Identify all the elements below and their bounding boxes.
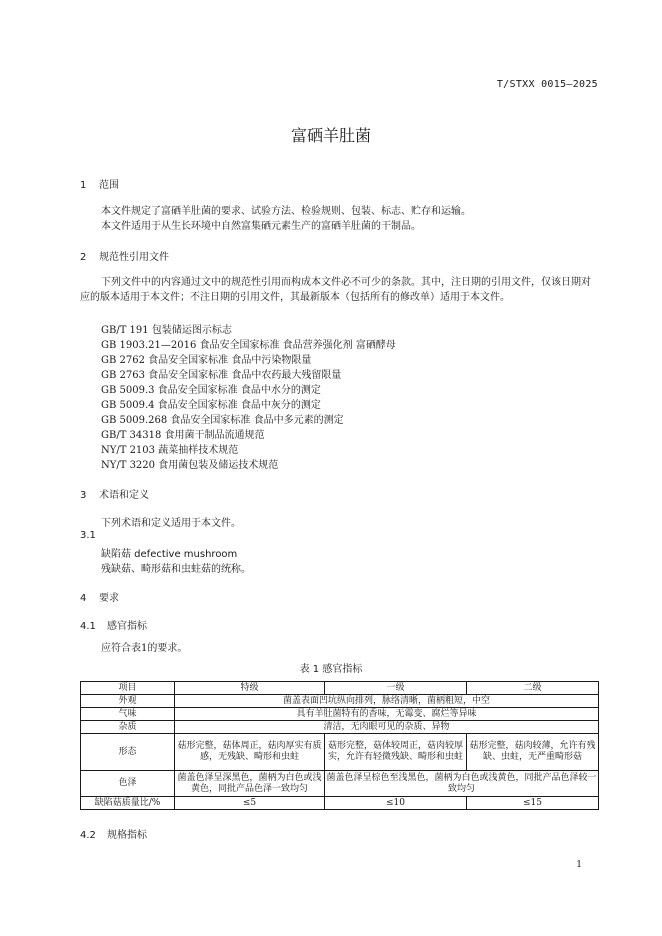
table-cell: 菌盖色泽呈深黑色，菌柄为白色或浅黄色，同批产品色泽一致均匀 — [175, 771, 325, 797]
table-cell: 菇形完整，菇体较周正，菇肉较厚实，允许有轻微残缺、畸形和虫蛀 — [325, 734, 467, 771]
section-4-heading — [80, 589, 119, 604]
section-4-title: 要求 — [99, 593, 119, 604]
table-cell: 菌盖表面凹坑纵向排列，脉络清晰，菌柄粗短，中空 — [175, 695, 599, 708]
table-cell: 清洁，无肉眼可见的杂质、异物 — [175, 721, 599, 734]
table-item-cell: 色泽 — [81, 771, 175, 797]
page-number: 1 — [576, 860, 582, 870]
table-row — [81, 797, 599, 810]
reference-item: GB/T 191 包装储运图示标志 — [101, 325, 232, 336]
references-intro-paragraph: 下列文件中的内容通过文中的规范性引用而构成本文件必不可少的条款。其中，注日期的引用文件，仅该日期对应的版本适用于本文件；不注日期的引用文件，其最新版本（包括所有的修改单）适用于本文件。 — [80, 277, 591, 303]
table-header-row — [81, 682, 599, 695]
table-row — [81, 771, 599, 797]
table-row — [81, 708, 599, 721]
subsection-4-2-heading — [80, 826, 147, 841]
term-definition: 残缺菇、畸形菇和虫蛀菇的统称。 — [101, 564, 251, 575]
table-cell: 菇形完整，菇肉较薄，允许有残缺、虫蛀，无严重畸形菇 — [467, 734, 599, 771]
table-caption: 表 1 感官指标 — [299, 664, 363, 675]
reference-item: GB 5009.4 食品安全国家标准 食品中灰分的测定 — [101, 400, 321, 411]
section-3-number: 3 — [80, 490, 87, 501]
term-name: 缺陷菇 defective mushroom — [101, 549, 238, 560]
table-cell: 菌盖色泽呈棕色至浅黑色，菌柄为白色或浅黄色，同批产品色泽较一致均匀 — [325, 771, 599, 797]
reference-item: GB 1903.21—2016 食品安全国家标准 食品营养强化剂 富硒酵母 — [101, 340, 396, 351]
table-header-cell: 特级 — [175, 682, 325, 695]
section-3-title: 术语和定义 — [99, 490, 149, 501]
table-row — [81, 721, 599, 734]
subsection-4-1-title: 感官指标 — [107, 621, 147, 632]
subsection-4-1-heading — [80, 617, 147, 632]
table-cell: 菇形完整，菇体周正，菇肉厚实有质感，无残缺、畸形和虫蛀 — [175, 734, 325, 771]
reference-item: NY/T 2103 蔬菜抽样技术规范 — [101, 445, 239, 456]
term-number: 3.1 — [80, 530, 96, 541]
sensory-index-table — [80, 681, 599, 810]
table-header-cell: 一级 — [325, 682, 467, 695]
table-item-cell: 气味 — [81, 708, 175, 721]
table-header-cell: 二级 — [467, 682, 599, 695]
reference-item: GB 2763 食品安全国家标准 食品中农药最大残留限量 — [101, 370, 342, 381]
document-title: 富硒羊肚菌 — [290, 126, 371, 145]
table-cell: ≤15 — [467, 797, 599, 810]
table-item-cell: 杂质 — [81, 721, 175, 734]
section-1-number: 1 — [80, 180, 87, 191]
section-1-title: 范围 — [99, 180, 119, 191]
table-row — [81, 734, 599, 771]
table-header-cell: 项目 — [81, 682, 175, 695]
reference-item: GB/T 34318 食用菌干制品流通规范 — [101, 430, 265, 441]
subsection-4-1-number: 4.1 — [80, 621, 96, 632]
table-cell: ≤10 — [325, 797, 467, 810]
section-4-number: 4 — [80, 593, 87, 604]
scope-paragraph-2: 本文件适用于从生长环境中自然富集硒元素生产的富硒羊肚菌的干制品。 — [101, 221, 421, 232]
reference-item: GB 2762 食品安全国家标准 食品中污染物限量 — [101, 355, 312, 366]
section-3-heading — [80, 486, 149, 501]
table-cell: 具有羊肚菌特有的香味，无霉变、腐烂等异味 — [175, 708, 599, 721]
reference-item: GB 5009.268 食品安全国家标准 食品中多元素的测定 — [101, 415, 344, 426]
reference-item: NY/T 3220 食用菌包装及储运技术规范 — [101, 460, 279, 471]
subsection-4-2-number: 4.2 — [80, 830, 96, 841]
table-item-cell: 形态 — [81, 734, 175, 771]
section-2-heading — [80, 248, 169, 263]
table-row — [81, 695, 599, 708]
section-2-title: 规范性引用文件 — [99, 252, 169, 263]
subsection-4-2-title: 规格指标 — [107, 830, 147, 841]
terms-intro: 下列术语和定义适用于本文件。 — [101, 518, 241, 529]
table-item-cell: 缺陷菇质量比/% — [81, 797, 175, 810]
document-code: T/STXX 0015—2025 — [496, 79, 598, 90]
scope-paragraph-1: 本文件规定了富硒羊肚菌的要求、试验方法、检验规则、包装、标志、贮存和运输。 — [101, 206, 471, 217]
section-1-heading — [80, 176, 119, 191]
section-2-number: 2 — [80, 252, 87, 263]
table-item-cell: 外观 — [81, 695, 175, 708]
table-cell: ≤5 — [175, 797, 325, 810]
subsection-4-1-text: 应符合表1的要求。 — [101, 643, 188, 654]
reference-item: GB 5009.3 食品安全国家标准 食品中水分的测定 — [101, 385, 321, 396]
